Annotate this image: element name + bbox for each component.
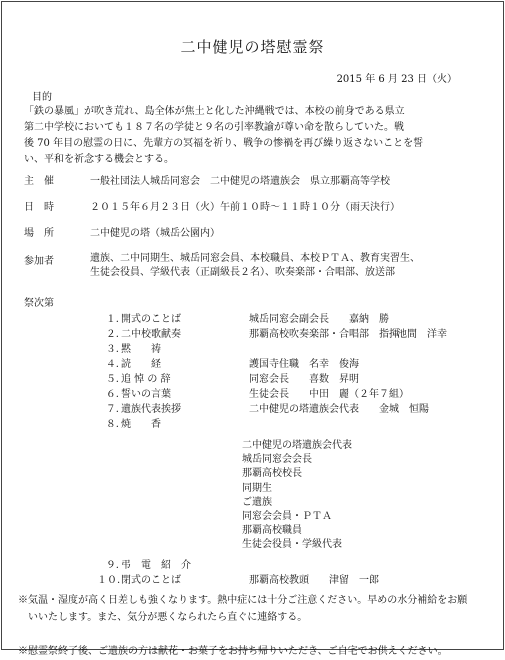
- program-item-number: ８.: [105, 419, 119, 430]
- organizer-label: 主 催: [24, 176, 54, 187]
- attendees-line: 生徒会役員、学級代表（正副級長２名）、吹奏楽部・合唱部、放送部: [90, 267, 395, 278]
- datetime-value: ２０１５年６月２３日（火）午前１０時〜１１時１０分（雨天決行）: [90, 202, 400, 213]
- program-item: [97, 571, 477, 586]
- program-item-number: ４.: [105, 359, 119, 370]
- program-item-title: 読 経: [121, 359, 161, 370]
- program-item-person: 生徒会長 中田 麗（２年７組）: [249, 389, 409, 400]
- program-item: [97, 556, 477, 571]
- venue-value: 二中健児の塔（城岳公園内）: [90, 228, 220, 239]
- program-item-title: 弔 電 紹 介: [121, 560, 191, 571]
- program-item-title: 開式のことば: [121, 314, 181, 325]
- program-label: 祭次第: [24, 298, 54, 309]
- program-item-person: 二中健児の塔遺族会代表 金城 恒陽: [249, 404, 429, 415]
- incense-rep: 同期生: [242, 482, 272, 494]
- program-item-title: 閉式のことば: [121, 575, 181, 586]
- program-item-person: 城岳同窓会副会長: [249, 314, 329, 325]
- incense-rep: 那覇高校校長: [242, 468, 302, 480]
- incense-rep: ご遺族: [242, 496, 272, 508]
- note-line: ※慰霊祭終了後、ご遺族の方は献花・お菓子をお持ち帰りいただき、ご自宅でお供えください。: [18, 646, 448, 657]
- notes: [18, 592, 467, 660]
- program-item-title: 追 悼 の 辞: [121, 374, 171, 385]
- program-item-person: 那覇高校吹奏楽部・合唱部 指揮: [249, 329, 399, 340]
- attendees-value: [90, 252, 420, 280]
- program-item: [97, 385, 477, 400]
- program-item-number: ２.: [105, 329, 119, 340]
- program-item: [97, 415, 477, 430]
- incense-rep: 二中健児の塔遺族会代表: [242, 440, 352, 451]
- program-item: [97, 340, 477, 355]
- organizer-value: 一般社団法人城岳同窓会 二中健児の塔遺族会 県立那覇高等学校: [90, 176, 390, 187]
- note-line: いいたします。また、気分が悪くなられたら直ぐに連絡する。: [18, 612, 308, 623]
- incense-rep: 城岳同窓会会長: [242, 454, 312, 466]
- program-item-title: 黙 祷: [121, 344, 161, 355]
- incense-rep: 同窓会会員・ＰＴＡ: [242, 511, 332, 523]
- purpose-line: 「鉄の暴風」が吹き荒れ、島全体が焦土と化した沖縄戦では、本校の前身である県立: [24, 106, 405, 117]
- program-item: [97, 325, 477, 340]
- program-item-title: 遺族代表挨拶: [121, 404, 181, 415]
- purpose-line: 第二中学校においても１８７名の学徒と９名の引率教諭が尊い命を散らしていた。戦: [24, 122, 404, 133]
- program-item-title: 二中校歌献奏: [121, 329, 181, 340]
- purpose-line: い、平和を祈念する機会とする。: [24, 154, 174, 165]
- program-item-number: １.: [105, 314, 119, 325]
- program-item-name: 池間 洋幸: [397, 329, 447, 340]
- program-item-person: 那覇高校教頭 津留 一郎: [249, 575, 379, 586]
- document-page: [1, 1, 504, 657]
- attendees-label: 参加者: [24, 256, 54, 267]
- program-item: [97, 370, 477, 385]
- program-item: [97, 355, 477, 370]
- purpose-text: [24, 104, 479, 168]
- program-list-tail: [97, 556, 477, 586]
- purpose-line: 後 70 年目の慰霊の日に、先輩方の冥福を祈り、戦争の惨禍を再び繰り返さないことを誓: [24, 138, 424, 149]
- program-list: [97, 310, 477, 430]
- incense-rep: 生徒会役員・学級代表: [242, 539, 342, 551]
- program-item: [97, 400, 477, 415]
- program-item-number: １０.: [97, 575, 121, 586]
- event-date: 2015 年 6 月 23 日（火）: [336, 74, 457, 85]
- note-line: [18, 626, 467, 643]
- purpose-label: 目的: [32, 92, 52, 103]
- venue-label: 場 所: [24, 228, 54, 239]
- program-item-number: ９.: [105, 560, 119, 571]
- program-item-person: 護国寺住職 名幸 俊海: [249, 359, 359, 370]
- program-item-number: ６.: [105, 389, 119, 400]
- program-item-number: ５.: [105, 374, 119, 385]
- program-item-title: 誓いの言葉: [121, 389, 171, 400]
- program-item-person: 同窓会長 喜数 昇明: [249, 374, 359, 385]
- program-item-title: 焼 香: [121, 419, 161, 430]
- note-line: ※気温・湿度が高く日差しも強くなります。熱中症には十分ご注意ください。早めの水分補給をお願: [18, 595, 468, 606]
- program-item-number: ７.: [105, 404, 119, 415]
- program-item-name: 嘉納 勝: [349, 314, 389, 325]
- incense-rep: 那覇高校職員: [242, 525, 302, 537]
- program-item: [97, 310, 477, 325]
- datetime-label: 日 時: [24, 202, 54, 213]
- incense-representatives: [242, 439, 352, 553]
- attendees-line: 遺族、二中同期生、城岳同窓会員、本校職員、本校ＰＴＡ、教育実習生、: [90, 253, 420, 264]
- page-title: 二中健児の塔慰霊祭: [180, 38, 325, 56]
- program-item-number: ３.: [105, 344, 119, 355]
